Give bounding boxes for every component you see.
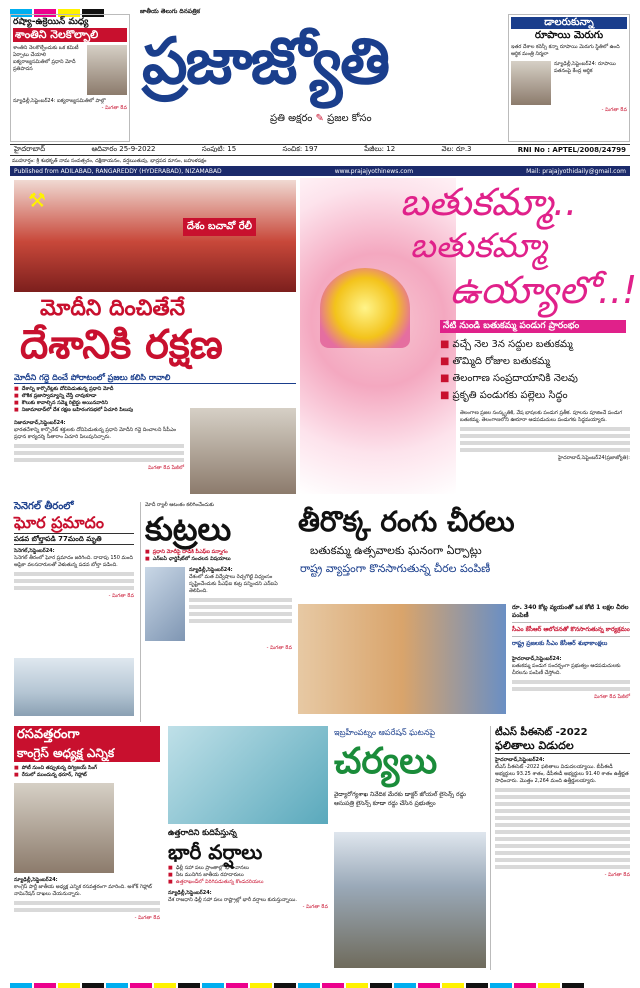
kutralu-bullet: ■ ప్రధాని మోదీపై దాడికి పీఎఫ్ఐ పన్నాగం bbox=[145, 549, 292, 556]
info-issue: సంచిక: 197 bbox=[282, 145, 318, 153]
bathukamma-bullet: ■ తొమ్మిది రోజుల బతుకమ్మ bbox=[440, 353, 630, 370]
boat-more[interactable]: - మిగతా 8వ bbox=[108, 593, 134, 599]
left-teaser-body: శాంతిని నెలకొల్పేందుకు ఒక కమిటీ ఏర్పాటు చేయాలి ఐక్యరాజ్యసమితిలో ప్రధాని మోదీ ప్రతిపాదన bbox=[13, 45, 79, 72]
main-left-body-col bbox=[14, 420, 184, 472]
left-teaser-headline2: శాంతిని నెలకొల్పాలి bbox=[13, 28, 127, 42]
website-link[interactable]: www.prajajyothinews.com bbox=[334, 167, 414, 175]
sarees-dateline: హైదరాబాద్,సెప్టెంబర్24: bbox=[512, 656, 562, 662]
pecet-dateline: హైదరాబాద్,సెప్టెంబర్24: bbox=[495, 757, 545, 763]
boat-headline: ఘోర ప్రమాదం bbox=[14, 513, 104, 532]
rains-dateline: న్యూఢిల్లీ,సెప్టెంబర్24: bbox=[168, 890, 212, 896]
congress-bullet: ■ పోటీ నుంచి తప్పుకున్న దిగ్విజయ్ సింగ్ bbox=[14, 765, 160, 772]
bathukamma-bullet: ■ తెలంగాణ సంప్రదాయానికి నెలవు bbox=[440, 370, 630, 387]
publication-bar bbox=[10, 166, 630, 176]
boat-subhead: పడవ బోల్తాపడి 77మంది మృతి bbox=[14, 533, 134, 545]
congress-dateline: న్యూఢిల్లీ,సెప్టెంబర్24: bbox=[14, 877, 58, 883]
published-from: Published from ADILABAD, RANGAREDDY (HYDERABAD), NIZAMABAD bbox=[14, 167, 222, 175]
rains-bullet: ■ ఉత్తరాఖండ్‌లో విరిగిపడుతున్న కొండచరియలు bbox=[168, 879, 328, 886]
kutralu-more[interactable]: - మిగతా 8వ bbox=[266, 645, 292, 651]
left-teaser-more[interactable]: - మిగతా 8వ bbox=[101, 105, 127, 111]
charyalu-body: వైద్యారోగ్యశాఖ నివేదిక మేరకు డాక్టర్ జోయల్ లైసెన్స్ రద్దు ఆసుపత్రి లైసెన్స్ కూడా రద్దు చేసిన ప్రభుత్వం bbox=[334, 791, 466, 807]
main-left-body: భారతదేశాన్ని కార్పొరేట్ శక్తులకు దోచిపెడుతున్న ప్రధాని మోదీని గద్దె దించాలని సీపీఎం ప్రధాన కార్యదర్శి సీతారాం ఏచూరి పిలుపునిచ్చారు. bbox=[14, 427, 177, 440]
left-teaser-dateline: న్యూఢిల్లీ,సెప్టెంబర్24: ఐక్యరాజ్యసమితిలో పాల్గొ bbox=[13, 98, 106, 104]
minister-photo bbox=[511, 61, 551, 105]
info-rni: RNI No : APTEL/2008/24799 bbox=[517, 146, 626, 154]
bathukamma-bullet: ■ ప్రకృతి పండుగకు పల్లెలు సిద్ధం bbox=[440, 387, 630, 404]
main-left-bullet: ■ లౌకిక ప్రజాస్వామ్యాన్ని చేస్తే చావుకూడా bbox=[14, 393, 214, 400]
congress-body: కాంగ్రెస్ పార్టీ జాతీయ అధ్యక్ష ఎన్నిక రసవత్తరంగా మారింది. అశోక్ గెహ్లాట్ నామినేషన్ దాఖలు చేయనున్నారు. bbox=[14, 884, 152, 897]
kutralu-bullet: ■ ఎన్ఐఏ ఛార్జిషీట్‌లో సంచలన విషయాలు bbox=[145, 556, 292, 563]
flower-stack-icon bbox=[320, 268, 410, 348]
rains-body: దేశ రాజధాని ఢిల్లీ సహా పలు రాష్ట్రాల్లో భారీ వర్షాలు కురుస్తున్నాయి. bbox=[168, 897, 297, 903]
main-left-more[interactable]: మిగతా 8వ పేజీలో bbox=[148, 465, 184, 471]
info-city: హైదరాబాద్ bbox=[14, 145, 46, 153]
right-teaser-dateline: న్యూఢిల్లీ,సెప్టెంబర్24: రూపాయి పతనంపై కేంద్ర ఆర్థిక bbox=[554, 61, 616, 74]
yechury-photo bbox=[190, 408, 296, 494]
congress-bullet: ■ రేసులో ముందున్న థరూర్, గెహ్లాట్ bbox=[14, 772, 160, 779]
congress-story[interactable] bbox=[14, 726, 160, 970]
bathukamma-subhead: నేటి నుండి బతుకమ్మ పండుగ ప్రారంభం bbox=[440, 320, 626, 333]
boat-dateline: సెనెగల్,సెప్టెంబర్24: bbox=[14, 548, 55, 554]
bathukamma-line2: బతుకమ్మా bbox=[410, 226, 547, 266]
right-teaser-body: ఇతర దేశాల కరెన్సీ కన్నా రూపాయి మెరుగు స్థితిలో ఉంది ఆర్థిక మంత్రి నిర్మలా bbox=[511, 44, 620, 57]
sarees-side1: రూ. 340 కోట్ల వ్యయంతో ఒక కోటి 1 లక్షల చీరల పంపిణీ bbox=[512, 604, 630, 623]
bathukamma-bullet: ■ వచ్చే నెల 3న సద్దుల బతుకమ్మ bbox=[440, 336, 630, 353]
rains-bullet: ■ నీట మునిగిన జాతీయ రహదారులు bbox=[168, 872, 328, 879]
bathukamma-body: తెలంగాణ ప్రజల సంస్కృతికి, వేష భాషలకు పండుగ ప్రతీక. పూలను పూజించే పండుగ బతుకమ్మ. తెలంగాణలోని ఊరూరా ఆడపడుచులు పండుగకు సిద్ధమయ్యారు. bbox=[460, 410, 623, 423]
charyalu-kicker: ఇబ్రహీంపట్నం ఆపరేషన్ ఘటనపై bbox=[334, 728, 436, 737]
bathukamma-bullets bbox=[440, 336, 630, 404]
kutralu-headline: కుట్రలు bbox=[145, 510, 232, 548]
pecet-body: టీఎస్ పీఈసెట్ -2022 ఫలితాలు విడుదలయ్యాయి. బీపీఈడీ అభ్యర్థులు 93.25 శాతం, డీపీఈడీ అభ్యర్థులు 91.40 శాతం ఉత్తీర్ణత సాధించారు. మొత్తం 2,264 మంది ఉత్తీర్ణులయ్యారు. bbox=[495, 764, 629, 784]
main-left-dateline: నిజామాబాద్,సెప్టెంబర్24: bbox=[14, 420, 66, 426]
sarees-photo bbox=[298, 604, 506, 714]
hammer-sickle-icon: ⚒ bbox=[28, 188, 46, 212]
bathukamma-line1: బతుకమ్మా.. bbox=[400, 180, 578, 224]
masthead-title: ప్రజాజ్యోతి bbox=[142, 25, 389, 99]
bathukamma-line3: ఉయ్యాలో..! bbox=[450, 268, 638, 312]
info-strip bbox=[10, 144, 630, 156]
modi-photo bbox=[87, 45, 127, 95]
rains-story[interactable] bbox=[168, 828, 328, 970]
congress-more[interactable]: - మిగతా 8వ bbox=[134, 915, 160, 921]
info-pages: పేజీలు: 12 bbox=[364, 145, 396, 153]
pecet-headline1: టీఎస్ పీఈసెట్ -2022 bbox=[495, 727, 588, 738]
pen-icon: ✎ bbox=[315, 113, 324, 124]
bathukamma-dateline: హైదరాబాద్,సెప్టెంబర్24(ప్రజాజ్యోతి): bbox=[558, 455, 630, 461]
main-left-bullet: ■ కౌలుకు కావాల్సిన సమ్మె రిటైర్డు అయినవారిని bbox=[14, 400, 214, 407]
sarees-more[interactable]: మిగతా 8వ పేజీలో bbox=[594, 694, 630, 700]
main-left-bullets bbox=[14, 386, 214, 414]
slogan-left: ప్రతి అక్షరం bbox=[270, 113, 313, 124]
boat-photo bbox=[14, 658, 134, 716]
rains-kicker: ఉత్తరాదిని కుదిపేస్తున్న bbox=[168, 828, 237, 837]
sarees-sub2: రాష్ట్ర వ్యాప్తంగా కొనసాగుతున్న చీరల పంపిణీ bbox=[300, 562, 491, 575]
right-teaser-headline1: డాలరుకున్నా bbox=[511, 17, 627, 29]
kutralu-story[interactable] bbox=[140, 502, 292, 722]
kutralu-kicker: మోదీ ర్యాలీ ఆటంకం కలిగించేందుకు bbox=[145, 502, 215, 508]
masthead-slogan bbox=[270, 112, 372, 126]
boat-body: సెనెగల్ తీరంలో ఘోర ప్రమాదం జరిగింది. దాదాపు 150 మంది ఆఫ్రికా వలసదారులతో వెళుతున్న పడవ బోల్తా పడింది. bbox=[14, 555, 133, 568]
kutralu-body: దేశంలో మత విద్వేషాలు రెచ్చగొట్టి విధ్వంసం సృష్టించేందుకు పీఎఫ్ఐ కుట్ర పన్నిందని ఎన్ఐఏ తెలిపింది. bbox=[189, 574, 278, 594]
right-teaser-more[interactable]: - మిగతా 8వ bbox=[601, 107, 627, 113]
gehlot-photo bbox=[14, 783, 114, 873]
pecet-more[interactable]: - మిగతా 8వ bbox=[604, 872, 630, 878]
hospital-photo bbox=[168, 726, 328, 824]
sarees-body-col bbox=[512, 656, 630, 701]
rally-banner: దేశం బచావో రేలీ bbox=[183, 218, 256, 236]
info-price: వెల: రూ.3 bbox=[441, 145, 472, 153]
rally-photo bbox=[14, 180, 296, 292]
registration-bar-bottom bbox=[10, 976, 586, 988]
congress-headline2: కాంగ్రెస్ అధ్యక్ష ఎన్నిక bbox=[14, 744, 160, 762]
main-left-headline1: మోదీని దించితేనే bbox=[40, 296, 186, 321]
sarees-body: బతుకమ్మ పండుగ సందర్భంగా ప్రభుత్వం ఆడపడుచులకు చీరలను పంపిణీ చేస్తోంది. bbox=[512, 663, 621, 676]
sarees-side3: రాష్ట్ర ప్రజలకు సీఎం కేసీఆర్ శుభాకాంక్షలు bbox=[512, 640, 608, 647]
pecet-story[interactable] bbox=[490, 726, 630, 970]
nia-photo bbox=[145, 567, 185, 641]
rains-headline: భారీ వర్షాలు bbox=[168, 840, 263, 864]
congress-headline1: రసవత్తరంగా bbox=[14, 726, 160, 744]
right-teaser-headline2: రూపాయి మెరుగు bbox=[534, 30, 604, 41]
mail-link[interactable]: Mail: prajajyothidaily@gmail.com bbox=[526, 167, 626, 175]
boat-story[interactable] bbox=[14, 500, 134, 716]
left-teaser[interactable] bbox=[10, 14, 130, 142]
sarees-sidebar bbox=[512, 604, 630, 648]
left-teaser-headline1: రష్యా-ఉక్రెయిన్ మధ్య bbox=[13, 17, 89, 27]
kutralu-dateline: న్యూఢిల్లీ,సెప్టెంబర్24: bbox=[189, 567, 233, 573]
slogan-right: ప్రజల కోసం bbox=[327, 113, 372, 124]
masthead-tagline: జాతీయ తెలుగు దినపత్రిక bbox=[140, 8, 200, 15]
rains-bullet: ■ ఢిల్లీ సహా పలు ప్రాంతాల్లో భారీ వానలు bbox=[168, 865, 328, 872]
charyalu-headline: చర్యలు bbox=[334, 741, 438, 782]
info-date: ఆదివారం 25-9-2022 bbox=[91, 145, 156, 153]
masthead bbox=[140, 8, 500, 142]
main-left-headline2: దేశానికి రక్షణ bbox=[20, 322, 223, 368]
flood-photo bbox=[334, 832, 486, 968]
rains-more[interactable]: - మిగతా 8వ bbox=[302, 904, 328, 910]
info-volume: సంపుటి: 15 bbox=[201, 145, 237, 153]
sarees-side2: సీఎం కేసీఆర్ ఆలోచనతో కొనసాగుతున్న కార్యక్రమం bbox=[512, 626, 630, 637]
sarees-headline: తీరొక్క రంగు చీరలు bbox=[298, 505, 515, 538]
muhurtham-line: ముహూర్తం: శ్రీ శుభకృత్ నామ సంవత్సరం, దక్షిణాయనం, వర్షఋతువు, భాద్రపద మాసం, బహుళపక్షం bbox=[12, 158, 207, 164]
right-teaser[interactable] bbox=[508, 14, 630, 142]
pecet-headline2: ఫలితాలు విడుదల bbox=[495, 739, 630, 754]
main-left-bullet: ■ దేశాన్ని కార్పొరేట్లకు దోచిపెడుతున్న ప్రధాని మోదీ bbox=[14, 386, 214, 393]
boat-kicker: సెనెగల్ తీరంలో bbox=[14, 501, 74, 512]
sarees-sub1: బతుకమ్మ ఉత్సవాలకు ఘనంగా ఏర్పాట్లు bbox=[310, 544, 482, 557]
main-left-bullet: ■ నిజామాబాద్‌లో దేశ రక్షణ బహిరంగసభలో ఏచూరి పిలుపు bbox=[14, 407, 214, 414]
main-left-subhead: మోదీని గద్దె దించే పోరాటంలో ప్రజలు కలిసి రావాలి bbox=[14, 372, 296, 384]
bathukamma-body-col bbox=[460, 410, 630, 462]
